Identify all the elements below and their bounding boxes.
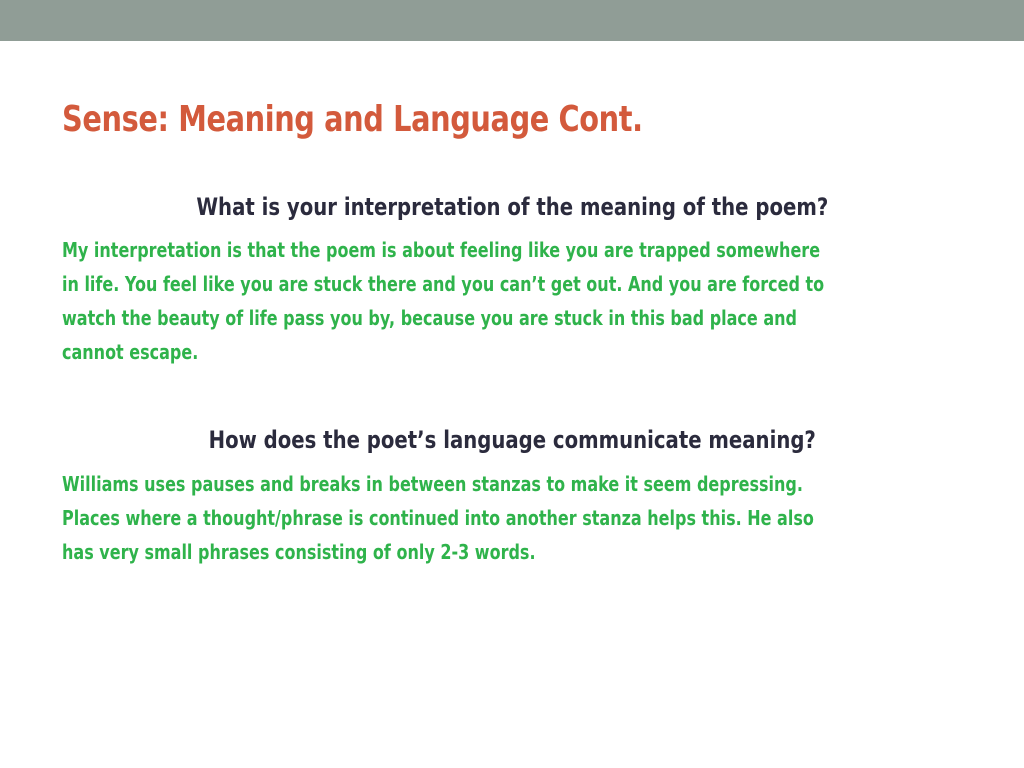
answer-line: watch the beauty of life pass you by, because you are stuck in this bad place and: [62, 306, 797, 330]
question-interpretation: [0, 190, 1024, 224]
answer-interpretation: [62, 233, 1015, 369]
answer-line: Williams uses pauses and breaks in between stanzas to make it seem depressing.: [62, 472, 803, 496]
slide-title: Sense: Meaning and Language Cont.: [62, 99, 643, 140]
answer-line: My interpretation is that the poem is about feeling like you are trapped somewhere: [62, 238, 821, 262]
answer-line: cannot escape.: [62, 340, 199, 364]
answer-line: Places where a thought/phrase is continued into another stanza helps this. He also: [62, 506, 814, 530]
answer-line: in life. You feel like you are stuck there and you can’t get out. And you are forced to: [62, 272, 825, 296]
top-bar: [0, 0, 1024, 41]
answer-language: [62, 467, 1002, 569]
question-interpretation-text: What is your interpretation of the meaning of the poem?: [196, 193, 828, 221]
question-language: [0, 423, 1024, 457]
answer-line: has very small phrases consisting of only 2-3 words.: [62, 540, 536, 564]
question-language-text: How does the poet’s language communicate meaning?: [208, 426, 816, 454]
